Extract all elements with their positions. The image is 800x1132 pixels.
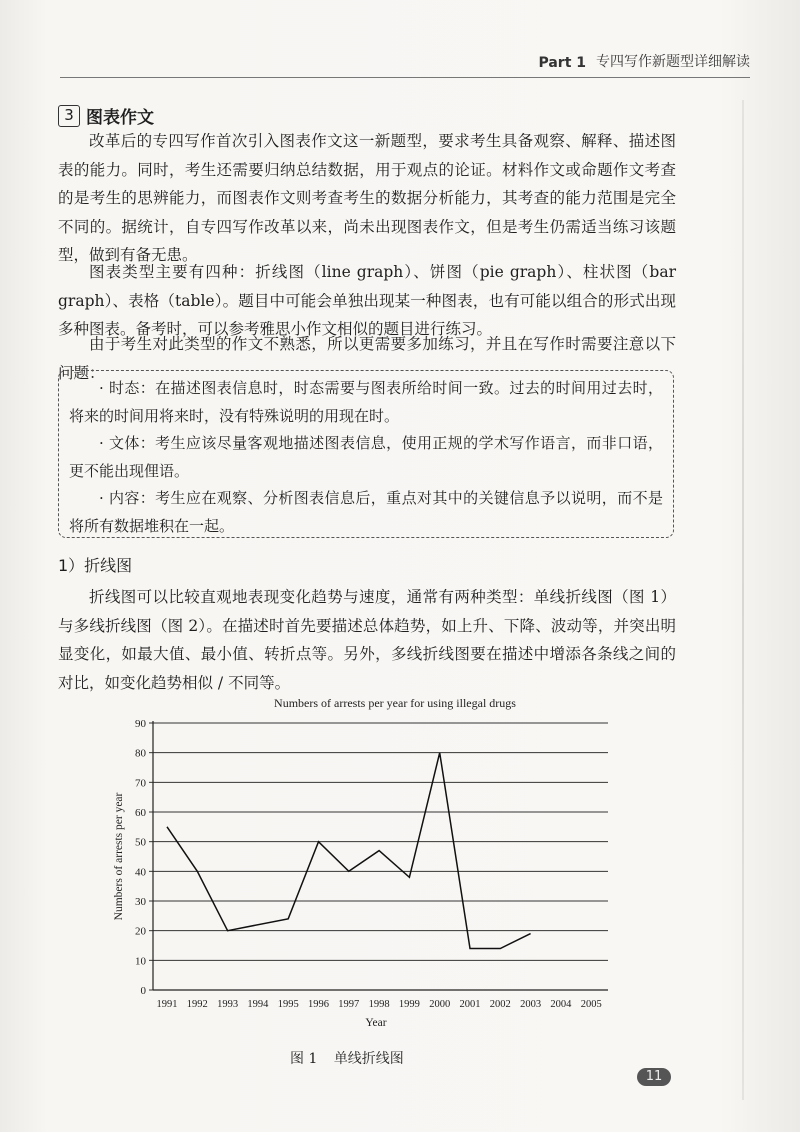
practice-paragraph: 由于考生对此类型的作文不熟悉，所以更需要多加练习，并且在写作时需要注意以下问题：	[58, 335, 676, 382]
section-number: 3	[58, 105, 80, 127]
x-tick-label: 1998	[368, 999, 390, 1010]
y-tick-label: 30	[135, 896, 146, 908]
running-header	[60, 42, 750, 78]
figure-caption	[290, 1048, 416, 1068]
chart-types-paragraph: 图表类型主要有四种：折线图（line graph）、饼图（pie graph）、柱状图（bar graph）、表格（table）。题目中可能会单独出现某一种图表，也有可能以组合的形式出现多种图表。备考时，可以参考雅思小作文相似的题目进行练习。	[58, 263, 676, 339]
x-tick-label: 2002	[489, 999, 511, 1010]
x-tick-label: 1992	[186, 999, 208, 1010]
x-axis-label: Year	[365, 1017, 387, 1029]
y-tick-label: 50	[135, 836, 146, 849]
y-axis-label: Numbers of arrests per year	[113, 792, 125, 921]
section-title: 图表作文	[86, 108, 154, 128]
subsection-title: 1）折线图	[58, 556, 133, 575]
page-number: 11	[637, 1068, 671, 1086]
x-tick-label: 1996	[308, 999, 329, 1010]
tip-style: · 文体：考生应该尽量客观地描述图表信息，使用正规的学术写作语言，而非口语，更不能出现俚语。	[69, 434, 663, 480]
y-tick-label: 70	[135, 777, 146, 790]
x-tick-label: 1999	[398, 999, 420, 1010]
tip-tense: · 时态：在描述图表信息时，时态需要与图表所给时间一致。过去的时间用过去时，将来的时间用将来时，没有特殊说明的用现在时。	[69, 379, 663, 425]
y-tick-label: 20	[135, 925, 146, 938]
x-tick-label: 2000	[429, 999, 451, 1010]
intro-paragraph: 改革后的专四写作首次引入图表作文这一新题型，要求考生具备观察、解释、描述图表的能力。同时，考生还需要归纳总结数据，用于观点的论证。材料作文或命题作文考查的是考生的思辨能力，而图表作文则考查考生的数据分析能力，其考查的能力范围是完全不同的。据统计，自专四写作改革以来，尚未出现图表作文，但是考生仍需适当练习该题型，做到有备无患。	[58, 132, 676, 265]
y-tick-label: 0	[140, 985, 146, 997]
section-heading	[58, 103, 154, 128]
page-fold-shadow	[742, 100, 744, 1100]
x-tick-label: 1991	[156, 999, 178, 1010]
chart-title: Numbers of arrests per year for using illegal drugs	[274, 696, 516, 710]
x-tick-label: 2003	[520, 999, 542, 1010]
tips-box	[58, 370, 674, 538]
x-tick-label: 2004	[550, 999, 572, 1010]
caption-label: 图 1	[290, 1051, 318, 1067]
y-tick-label: 40	[135, 866, 146, 879]
line-graph-paragraph: 折线图可以比较直观地表现变化趋势与速度，通常有两种类型：单线折线图（图 1）与多线折线图（图 2）。在描述时首先要描述总体趋势，如上升、下降、波动等，并突出明显变化，如最大值、最小值、转折点等。另外，多线折线图要在描述中增添各条线之间的对比，如变化趋势相似 / 不同等。	[58, 588, 676, 692]
y-tick-label: 90	[135, 718, 146, 730]
x-tick-label: 1995	[277, 999, 299, 1010]
y-tick-label: 10	[135, 955, 146, 968]
caption-text: 单线折线图	[333, 1051, 404, 1067]
header-part: Part 1	[538, 55, 586, 71]
y-tick-label: 80	[135, 747, 146, 760]
tip-content: · 内容：考生应在观察、分析图表信息后，重点对其中的关键信息予以说明，而不是将所有数据堆积在一起。	[69, 489, 663, 535]
x-tick-label: 1994	[247, 999, 269, 1010]
line-chart	[100, 688, 620, 1033]
x-tick-label: 1993	[217, 999, 239, 1010]
x-tick-label: 2005	[580, 999, 602, 1010]
x-tick-label: 1997	[338, 999, 360, 1010]
x-tick-label: 2001	[459, 999, 481, 1010]
y-tick-label: 60	[135, 807, 146, 819]
header-title: 专四写作新题型详细解读	[596, 54, 750, 70]
